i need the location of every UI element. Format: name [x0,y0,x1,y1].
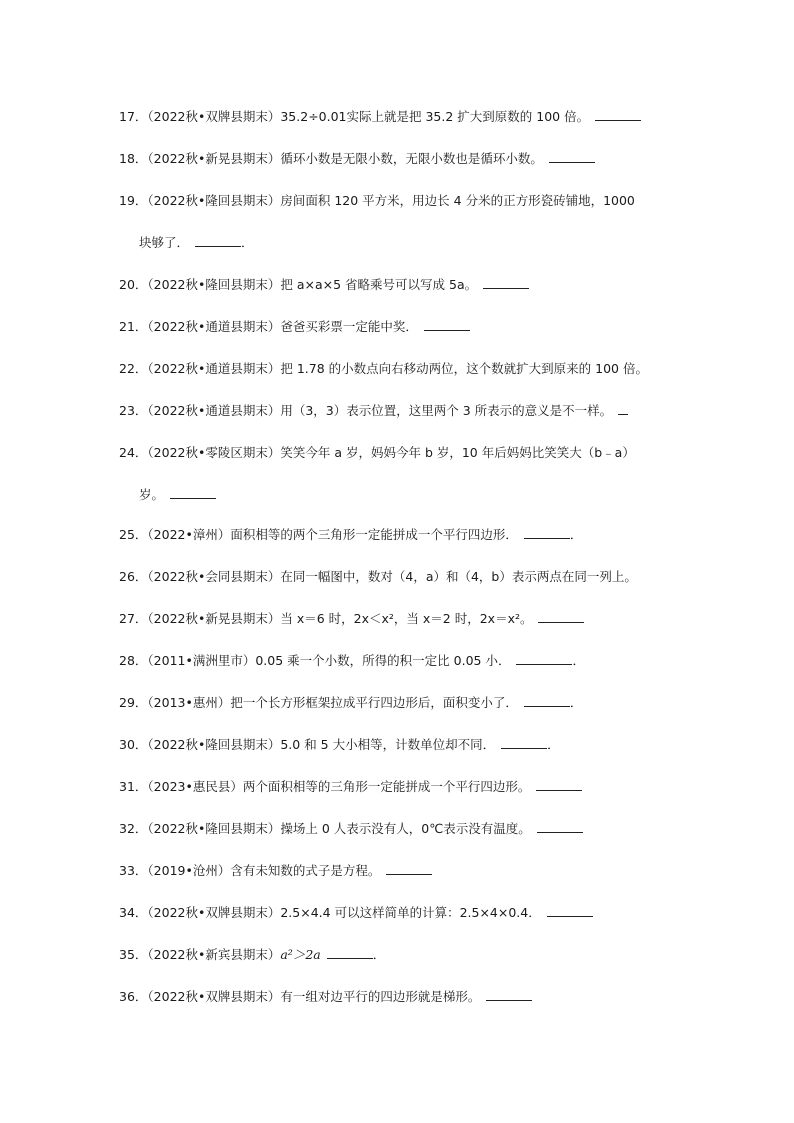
question-number: 21 [119,319,135,334]
question-source: （2022秋•双牌县期末） [147,905,281,920]
question-number: 33 [119,863,135,878]
question-source: （2013•惠州） [147,695,231,710]
question-number: 25 [119,527,135,542]
question-number: 34 [119,905,135,920]
question-source: （2022•漳州） [147,527,231,542]
answer-blank[interactable] [483,276,529,289]
question-text: 有一组对边平行的四边形就是梯形。 [280,989,481,1004]
question-source: （2022秋•新宾县期末） [147,947,281,962]
question-number: 19 [119,193,135,208]
question-text: 笑笑今年 a 岁，妈妈今年 b 岁，10 年后妈妈比笑笑大（b﹣a） [280,445,635,460]
question-number: 23 [119,403,135,418]
question-text: 把 a×a×5 省略乘号可以写成 5a。 [280,277,478,292]
answer-blank[interactable] [547,904,593,917]
question-20: 20．（2022秋•隆回县期末）把 a×a×5 省略乘号可以写成 5a。 [119,276,754,294]
answer-blank[interactable] [516,652,572,665]
answer-blank[interactable] [595,108,641,121]
question-text: 把 1.78 的小数点向右移动两位，这个数就扩大到原来的 100 倍。 [280,361,648,376]
question-tail: ． [572,653,585,668]
question-32: 32．（2022秋•隆回县期末）操场上 0 人表示没有人，0℃表示没有温度。 [119,820,754,838]
question-number: 35 [119,947,135,962]
question-source: （2019•沧州） [147,863,231,878]
question-text: 2.5×4.4 可以这样简单的计算：2.5×4×0.4． [280,905,541,920]
question-number: 28 [119,653,135,668]
question-number: 17 [119,109,135,124]
question-35: 35．（2022秋•新宾县期末）a²＞2a ． [119,947,386,962]
answer-blank[interactable] [386,862,432,875]
question-source: （2022秋•通道县期末） [147,361,281,376]
question-29: 29．（2013•惠州）把一个长方形框架拉成平行四边形后，面积变小了． ． [119,695,583,710]
answer-blank[interactable] [486,988,532,1001]
answer-blank[interactable] [618,402,628,415]
question-number: 30 [119,737,135,752]
question-27: 27．（2022秋•新晃县期末）当 x＝6 时，2x＜x²，当 x＝2 时，2x＝x²。 [119,610,754,628]
question-source: （2022秋•通道县期末） [147,319,281,334]
question-number: 26 [119,569,135,584]
answer-blank[interactable] [524,694,570,707]
question-source: （2023•惠民县） [147,779,243,794]
answer-blank[interactable] [501,736,547,749]
question-21: 21．（2022秋•通道县期末）爸爸买彩票一定能中奖． [119,318,754,336]
question-continuation [119,486,754,504]
question-source: （2022秋•双牌县期末） [147,989,281,1004]
question-number: 20 [119,277,135,292]
question-source: （2011•满洲里市） [147,653,256,668]
question-text: 在同一幅图中，数对（4，a）和（4，b）表示两点在同一列上。 [280,569,637,584]
question-18: 18．（2022秋•新晃县期末）循环小数是无限小数，无限小数也是循环小数。 [119,150,754,168]
question-text: 5.0 和 5 大小相等，计数单位却不同． [280,737,496,752]
question-text: 爸爸买彩票一定能中奖． [280,319,418,334]
question-number: 29 [119,695,135,710]
answer-blank[interactable] [524,526,570,539]
question-source: （2022秋•隆回县期末） [147,277,281,292]
question-text: 两个面积相等的三角形一定能拼成一个平行四边形。 [242,779,531,794]
question-22: 22．（2022秋•通道县期末）把 1.78 的小数点向右移动两位，这个数就扩大到原来的 100 倍。 [119,361,648,376]
question-source: （2022秋•双牌县期末） [147,109,281,124]
question-text: 35.2÷0.01实际上就是把 35.2 扩大到原数的 100 倍。 [280,109,590,124]
question-tail: ． [241,235,254,250]
question-source: （2022秋•通道县期末） [147,403,281,418]
answer-blank[interactable] [424,318,470,331]
question-number: 27 [119,611,135,626]
question-tail: ． [372,947,386,962]
question-26: 26．（2022秋•会同县期末）在同一幅图中，数对（4，a）和（4，b）表示两点在同一列上。 [119,569,637,584]
question-text-cont: 岁。 [139,487,165,502]
question-tail: ． [547,737,560,752]
question-number: 36 [119,989,135,1004]
question-text: 操场上 0 人表示没有人，0℃表示没有温度。 [280,821,531,836]
question-source: （2022秋•会同县期末） [147,569,281,584]
question-28: 28．（2011•满洲里市）0.05 乘一个小数，所得的积一定比 0.05 小． ． [119,653,585,668]
question-number: 18 [119,151,135,166]
question-text-cont: 块够了． [139,235,190,250]
question-source: （2022秋•隆回县期末） [147,821,281,836]
question-number: 22 [119,361,135,376]
question-text: 用（3，3）表示位置，这里两个 3 所表示的意义是不一样。 [280,403,613,418]
question-33: 33．（2019•沧州）含有未知数的式子是方程。 [119,862,754,880]
question-text: 房间面积 120 平方米，用边长 4 分米的正方形瓷砖铺地，1000 [280,193,635,208]
question-tail: ． [569,695,583,710]
question-30: 30．（2022秋•隆回县期末）5.0 和 5 大小相等，计数单位却不同． ． [119,737,560,752]
question-text: 面积相等的两个三角形一定能拼成一个平行四边形． [230,527,518,542]
question-source: （2022秋•零陵区期末） [147,445,281,460]
question-text: 含有未知数的式子是方程。 [230,863,381,878]
question-24: 24．（2022秋•零陵区期末）笑笑今年 a 岁，妈妈今年 b 岁，10 年后妈妈比笑笑大（b﹣a） 岁。 [119,444,754,504]
question-number: 32 [119,821,135,836]
question-text: 0.05 乘一个小数，所得的积一定比 0.05 小． [255,653,511,668]
question-31: 31．（2023•惠民县）两个面积相等的三角形一定能拼成一个平行四边形。 [119,778,754,796]
answer-blank[interactable] [536,778,582,791]
question-source: （2022秋•隆回县期末） [147,193,281,208]
question-36: 36．（2022秋•双牌县期末）有一组对边平行的四边形就是梯形。 [119,988,754,1006]
answer-blank[interactable] [538,610,584,623]
question-number: 31 [119,779,135,794]
question-continuation [119,234,754,252]
question-source: （2022秋•新晃县期末） [147,611,281,626]
question-text: 当 x＝6 时，2x＜x²，当 x＝2 时，2x＝x²。 [280,611,533,626]
question-text: 把一个长方形框架拉成平行四边形后，面积变小了． [230,695,518,710]
question-19: 19．（2022秋•隆回县期末）房间面积 120 平方米，用边长 4 分米的正方形瓷砖铺地，1000 块够了． ． [119,192,754,252]
answer-blank[interactable] [549,150,595,163]
question-17: 17．（2022秋•双牌县期末）35.2÷0.01实际上就是把 35.2 扩大到原数的 100 倍。 [119,108,754,126]
question-text: 循环小数是无限小数，无限小数也是循环小数。 [280,151,543,166]
question-text: a²＞2a [280,947,321,962]
question-23: 23．（2022秋•通道县期末）用（3，3）表示位置，这里两个 3 所表示的意义是不一样。 [119,402,754,420]
question-25: 25．（2022•漳州）面积相等的两个三角形一定能拼成一个平行四边形． ． [119,527,583,542]
answer-blank[interactable] [327,946,373,959]
answer-blank[interactable] [170,486,216,499]
question-source: （2022秋•新晃县期末） [147,151,281,166]
question-source: （2022秋•隆回县期末） [147,737,281,752]
answer-blank[interactable] [537,820,583,833]
question-number: 24 [119,445,135,460]
question-tail: ． [569,527,583,542]
answer-blank[interactable] [195,234,241,247]
question-34: 34．（2022秋•双牌县期末）2.5×4.4 可以这样简单的计算：2.5×4×0.4． [119,904,754,922]
